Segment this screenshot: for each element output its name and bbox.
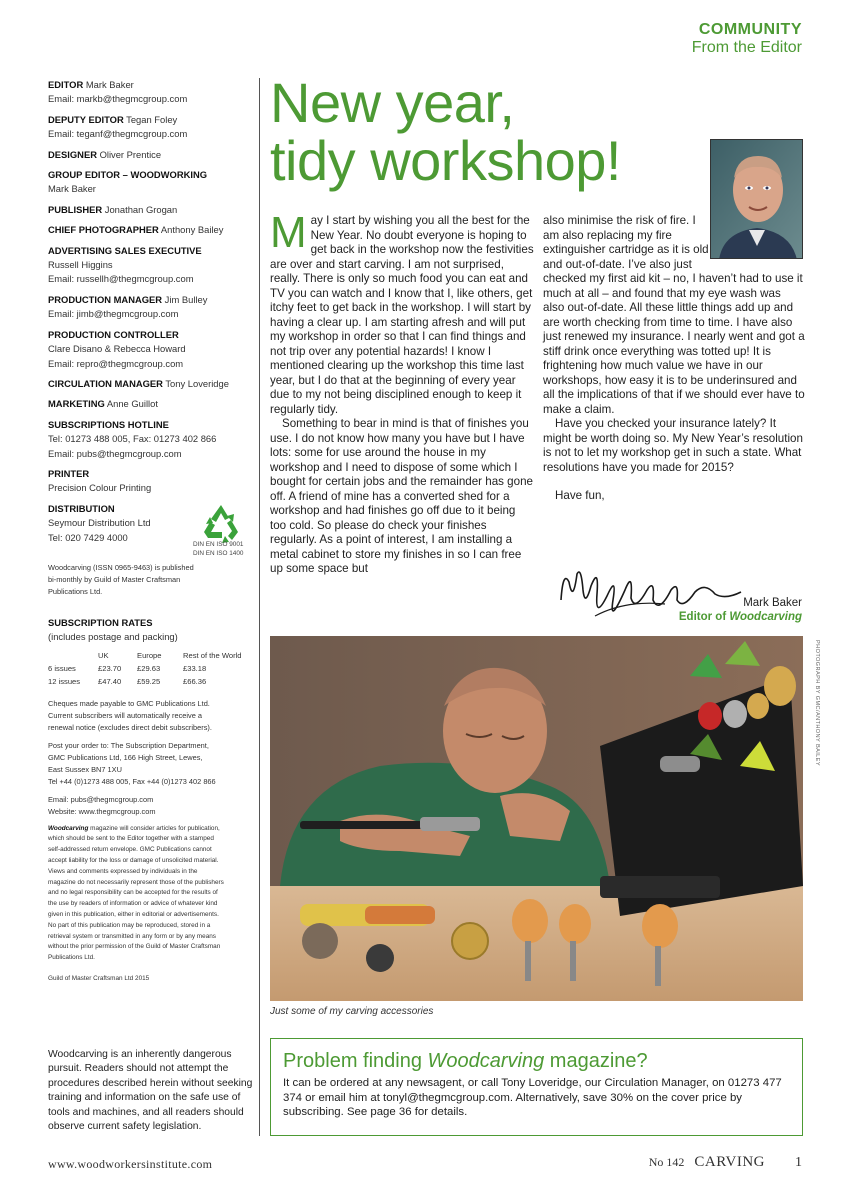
photo-credit: PHOTOGRAPH BY GMC/ANTHONY BAILEY [814, 640, 820, 766]
credit-deputy-editor: DEPUTY EDITOR Tegan Foley Email: teganf@thegmcgroup.com [48, 113, 188, 140]
email-link[interactable]: Email: repro@thegmcgroup.com [48, 357, 184, 369]
website-link[interactable]: Website: www.thegmcgroup.com [48, 806, 156, 816]
section-subtitle: From the Editor [691, 39, 802, 56]
postal-address: Post your order to: The Subscription Department, GMC Publications Ltd, 166 High Street, Lewes, East Sussex BN7 1XU Tel +44 (0)1273 488 005, Fax +44 (0)1273 402 866 [48, 740, 216, 786]
email-link[interactable]: Email: teganf@thegmcgroup.com [48, 128, 188, 140]
legal-notice: Woodcarving magazine will consider articles for publication, which should be sent to the Editor together with a stamped self-addressed return envelope. GMC Publications cannot accept liability for the loss or damage of unsolicited material. Views and comments expressed by individuals in the magazine do not necessarily represent those of the publishers and no legal responsibility can be accepted for the results of the use by readers of information or advice of whatever kind given in this publication, either in editorial or advertisements. No part of this publication may be reproduced, stored in a retrieval system or transmitted in any form or by any means without the prior permission of the Guild of Master Craftsman Publications Ltd. [48, 824, 224, 962]
page-number: 1 [795, 1155, 802, 1170]
article-column-2 [543, 214, 805, 504]
article-title: New year, tidy workshop! [270, 71, 621, 192]
article-paragraph: Something to bear in mind is that of finishes you use. I do not know how many you have but I have lots: some for use around the house in my workshop and I need to dispose of some which I bought for certain jobs and the remainder has gone off. A friend of mine has a converted shed for a workshop and had finishes go off due to it being too cold. So please do check your finishes regularly. As a point of interest, I am installing a metal cabinet to store my finishes in so I can free up some space but [270, 417, 533, 575]
editor-name: Mark Baker [743, 597, 802, 609]
section-header [692, 21, 802, 57]
copyright: Guild of Master Craftsman Ltd 2015 [48, 974, 150, 982]
column-divider [259, 78, 260, 1136]
rates-row: 6 issues £23.70 £29.63 £33.18 [48, 663, 207, 673]
article-paragraph: May I start by wishing you all the best for the New Year. No doubt everyone is hoping to get back in the workshop now the festivities are over and start carving. I am not surprised, really. There is only so much food you can eat and TV you can watch and I know that I, like others, get itchy feet to get back in the workshop. I will start by having a clear up. I am starting afresh and will put my workshop in order so that I can find things and not trip over any potential hazards! I know I mentioned clearing up the workshop this time last year, but I do that at the beginning of every year due to my not being disciplined enough to keep it regularly tidy. [270, 208, 534, 416]
credit-printer: PRINTER Precision Colour Printing [48, 467, 152, 494]
cheques-note: Cheques made payable to GMC Publications Ltd. Current subscribers will automatically receive a renewal notice (excludes direct debit subscribers). [48, 698, 212, 732]
credit-subscriptions: SUBSCRIPTIONS HOTLINE Tel: 01273 488 005, Fax: 01273 402 866 Email: pubs@thegmcgroup.com [48, 418, 217, 459]
contact-details [48, 794, 258, 818]
email-link[interactable]: Email: markb@thegmcgroup.com [48, 93, 188, 105]
drop-cap: M [270, 208, 307, 257]
carving-accessories-photo [270, 636, 803, 1001]
promo-heading: Problem finding Woodcarving magazine? [283, 1050, 648, 1072]
article-paragraph: also minimise the risk of fire. I am also replacing my fire extinguisher cartridge as it is old and out-of-date. I’ve also just checked my first aid kit – no, I haven’t had to use it much at all – and found that my eye wash was also out-of-date. All these little things add up and are worth checking from time to time. I have also just renewed my insurance. I nearly went and got a stiff drink once everything was totted up! It is frightening how much value we have in our workshops, how easy it is to be underinsured and all the implications of that if we should ever have to make a claim. [543, 214, 805, 416]
footer-website-link[interactable]: www.woodworkersinstitute.com [48, 1157, 213, 1171]
credit-photographer: CHIEF PHOTOGRAPHER Anthony Bailey [48, 224, 224, 236]
credit-editor: EDITOR Mark Baker Email: markb@thegmcgroup.com [48, 79, 188, 105]
email-link[interactable]: Email: pubs@thegmcgroup.com [48, 447, 182, 459]
article-paragraph: Have you checked your insurance lately? It might be worth doing so. My New Year’s resolution is not to let my workshop get in such a state. What resolutions have you made for 2015? [543, 417, 803, 474]
photo-caption: Just some of my carving accessories [270, 1006, 434, 1017]
section-title: COMMUNITY [698, 21, 802, 38]
credit-group-editor: GROUP EDITOR – WOODWORKING Mark Baker [48, 169, 208, 195]
issue-number: No 142 [648, 1155, 685, 1169]
safety-warning: Woodcarving is an inherently dangerous pursuit. Readers should not attempt the procedures described herein without seeking training and information on the safe use of tools and machines, and all readers should observe current safety legislation. [48, 1049, 253, 1133]
credit-designer: DESIGNER Oliver Prentice [48, 148, 162, 160]
article-column-1 [270, 208, 534, 577]
footer-issue-info [649, 1154, 802, 1171]
signature-block [679, 596, 802, 624]
rates-row: 12 issues £47.40 £59.25 £66.36 [48, 676, 207, 686]
portrait-wrap [709, 214, 805, 272]
credit-marketing: MARKETING Anne Guillot [48, 398, 158, 410]
credit-production-controller: PRODUCTION CONTROLLER Clare Disano & Rebecca Howard Email: repro@thegmcgroup.com [48, 328, 186, 369]
rates-table [48, 649, 254, 688]
credit-circulation: CIRCULATION MANAGER Tony Loveridge [48, 377, 229, 389]
photo-image [270, 636, 803, 1001]
credit-publisher: PUBLISHER Jonathan Grogan [48, 203, 178, 215]
email-link[interactable]: Email: jimb@thegmcgroup.com [48, 308, 179, 320]
credit-distribution: DISTRIBUTION Seymour Distribution Ltd Tel: 020 7429 4000 DIN EN ISO 9001 DIN EN ISO 1400 [48, 502, 244, 557]
email-link[interactable]: Email: pubs@thegmcgroup.com [48, 794, 154, 804]
issn-note: Woodcarving (ISSN 0965-9463) is published bi-monthly by Guild of Master Craftsman Publications Ltd. [48, 562, 194, 596]
credit-advertising: ADVERTISING SALES EXECUTIVE Russell Higgins Email: russellh@thegmcgroup.com [48, 244, 202, 285]
editor-role: Editor of Woodcarving [678, 611, 802, 623]
subscription-rates: SUBSCRIPTION RATES (includes postage and packing) UK Europe Rest of the World 6 issues £23.70 £29.63 £33.18 12 issues £47.40 £59.25 £66.36 [48, 616, 258, 688]
iso-certification: DIN EN ISO 9001 DIN EN ISO 1400 [193, 540, 244, 557]
magazine-name: CARVING [694, 1154, 765, 1170]
signoff: Have fun, [555, 489, 605, 502]
email-link[interactable]: Email: russellh@thegmcgroup.com [48, 273, 194, 285]
promo-box [270, 1038, 803, 1136]
masthead-sidebar [48, 78, 258, 991]
promo-body: It can be ordered at any newsagent, or call Tony Loveridge, our Circulation Manager, on 01273 477 374 or email him at tonyl@thegmcgroup.com. Alternatively, save 30% on the cover price by subscribing. See page 36 for details. [283, 1077, 782, 1118]
rates-header-row: UK Europe Rest of the World [98, 650, 242, 660]
credit-production-manager: PRODUCTION MANAGER Jim Bulley Email: jimb@thegmcgroup.com [48, 293, 208, 320]
